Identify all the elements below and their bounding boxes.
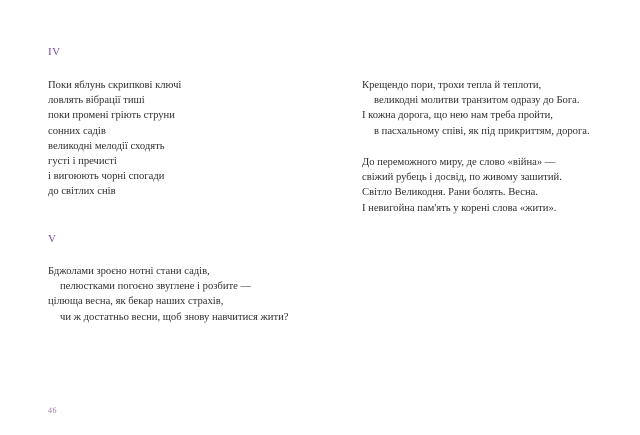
poem-line: в пасхальному співі, як під прикриттям, дорога. xyxy=(374,125,590,137)
section-v-heading: V xyxy=(48,233,57,245)
poem-line: густі і пречисті xyxy=(48,156,117,168)
section-v-stanza xyxy=(48,264,288,325)
poem-line: І невигойна пам'ять у корені слова «жити». xyxy=(362,202,557,214)
poem-line: пелюстками погоєно звуглене і розбите — xyxy=(60,281,252,293)
poem-line: І кожна дорога, що нею нам треба пройти, xyxy=(362,110,553,122)
right-column-stanza-1 xyxy=(362,78,590,139)
poem-line: ловлять вібрації тиші xyxy=(48,95,145,107)
poem-line: Світло Великодня. Рани болять. Весна. xyxy=(362,187,538,199)
right-column-stanza-2 xyxy=(362,155,562,216)
poem-line: і вигоюють чорні спогади xyxy=(48,171,165,183)
section-iv-heading: IV xyxy=(48,46,61,58)
poem-line: Крещендо пори, трохи тепла й теплоти, xyxy=(362,80,542,91)
poem-line: До переможного миру, де слово «війна» — xyxy=(362,157,556,168)
page-number: 46 xyxy=(48,406,57,415)
poem-line: Бджолами зроєно нотні стани садів, xyxy=(48,266,210,277)
poem-line: Поки яблунь скрипкові ключі xyxy=(48,80,182,91)
poem-line: великодні мелодії сходять xyxy=(48,140,165,152)
poem-line: до світлих снів xyxy=(48,186,116,198)
poem-line: свіжий рубець і досвід, по живому зашитий. xyxy=(362,172,562,184)
section-iv-stanza xyxy=(48,78,181,200)
poem-line: поки промені гріють струни xyxy=(48,110,175,122)
poem-line: великодні молитви транзитом одразу до Бога. xyxy=(374,95,580,107)
poem-line: сонних садів xyxy=(48,125,106,137)
poem-line: чи ж достатньо весни, щоб знову навчитися жити? xyxy=(60,311,289,323)
poem-line: цілюща весна, як бекар наших страхів, xyxy=(48,296,224,308)
